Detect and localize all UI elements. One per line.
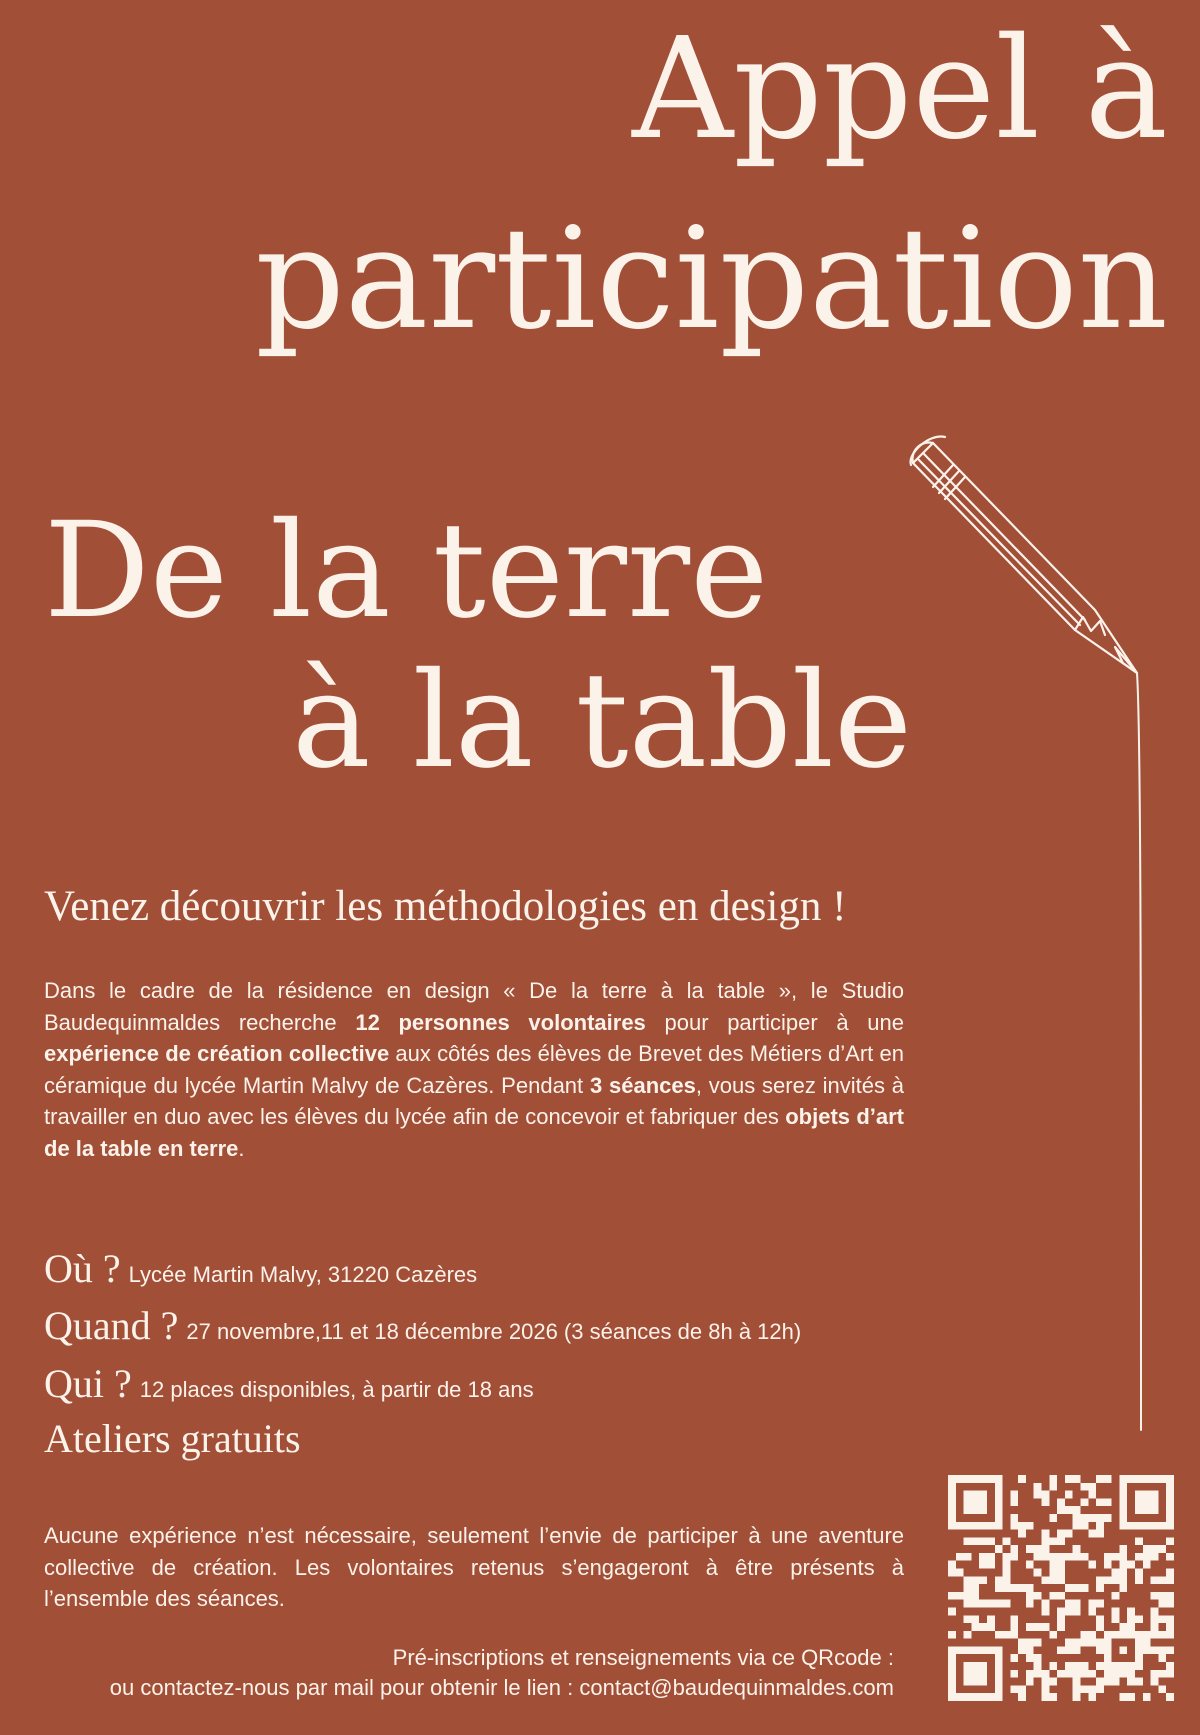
free-workshops-label: Ateliers gratuits: [44, 1416, 301, 1461]
info-where: [44, 1245, 477, 1292]
pencil-icon: [905, 435, 1185, 1435]
who-value: 12 places disponibles, à partir de 18 ans: [139, 1377, 534, 1402]
qr-code-icon[interactable]: [948, 1475, 1174, 1701]
contact-line-1: Pré-inscriptions et renseignements via ce QRcode :: [392, 1645, 894, 1670]
event-name-line-2: à la table: [292, 644, 913, 798]
when-label: Quand ?: [44, 1303, 179, 1348]
tagline: Venez découvrir les méthodologies en design !: [44, 883, 847, 930]
intro-paragraph: Dans le cadre de la résidence en design « De la terre à la table », le Studio Baudequinmaldes recherche 12 personnes volontaires pour participer à une expérience de création collective aux côtés des élèves de Brevet des Métiers d’Art en céramique du lycée Martin Malvy de Cazères. Pendant 3 séances, vous serez invités à travailler en duo avec les élèves du lycée afin de concevoir et fabriquer des objets d’art de la table en terre.: [44, 978, 904, 1161]
when-value: 27 novembre,11 et 18 décembre 2026 (3 séances de 8h à 12h): [186, 1319, 802, 1344]
where-value: Lycée Martin Malvy, 31220 Cazères: [128, 1262, 478, 1287]
event-name-line-1: De la terre: [44, 494, 769, 648]
title-line-2: participation: [255, 198, 1168, 361]
contact-line-2: ou contactez-nous par mail pour obtenir le lien : contact@baudequinmaldes.com: [109, 1675, 894, 1700]
info-when: [44, 1302, 801, 1349]
note-paragraph: Aucune expérience n’est nécessaire, seulement l’envie de participer à une aventure collective de création. Les volontaires retenus s’engageront à être présents à l’ensemble des séances.: [44, 1523, 904, 1611]
where-label: Où ?: [44, 1246, 121, 1291]
title-line-1: Appel à: [632, 8, 1168, 171]
info-who: [44, 1360, 534, 1407]
who-label: Qui ?: [44, 1361, 132, 1406]
